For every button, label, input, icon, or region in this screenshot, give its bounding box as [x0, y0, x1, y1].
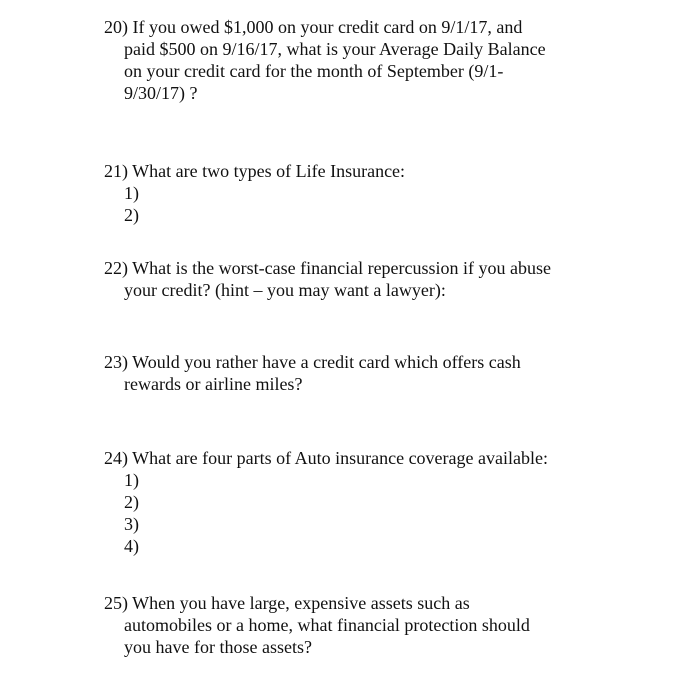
question-23-line-1: 23) Would you rather have a credit card which offers cash [104, 352, 521, 372]
question-20-line-1: 20) If you owed $1,000 on your credit card on 9/1/17, and [104, 17, 523, 37]
question-24 [104, 447, 644, 557]
question-23 [104, 351, 644, 395]
answer-blank-4: 4) [124, 536, 139, 556]
answer-blank-1: 1) [124, 183, 139, 203]
question-24-answer-list [104, 469, 644, 557]
question-23-line-2: rewards or airline miles? [124, 374, 303, 394]
question-24-line-1: 24) What are four parts of Auto insurance coverage available: [104, 448, 548, 468]
question-21-answer-list [104, 182, 644, 226]
question-25-line-3: you have for those assets? [124, 637, 312, 657]
answer-blank-1: 1) [124, 470, 139, 490]
answer-blank-2: 2) [124, 492, 139, 512]
question-25-line-1: 25) When you have large, expensive assets such as [104, 593, 470, 613]
question-21 [104, 160, 644, 226]
question-20-line-3: on your credit card for the month of September (9/1- [124, 61, 504, 81]
question-22-line-2: your credit? (hint – you may want a lawyer): [124, 280, 446, 300]
question-21-line-1: 21) What are two types of Life Insurance: [104, 161, 406, 181]
answer-blank-3: 3) [124, 514, 139, 534]
question-20-line-4: 9/30/17) ? [124, 83, 198, 103]
question-25-line-2: automobiles or a home, what financial protection should [124, 615, 530, 635]
question-20-line-2: paid $500 on 9/16/17, what is your Average Daily Balance [124, 39, 546, 59]
question-25 [104, 592, 644, 658]
answer-blank-2: 2) [124, 205, 139, 225]
question-22 [104, 257, 644, 301]
question-22-line-1: 22) What is the worst-case financial repercussion if you abuse [104, 258, 552, 278]
question-20 [104, 16, 644, 104]
